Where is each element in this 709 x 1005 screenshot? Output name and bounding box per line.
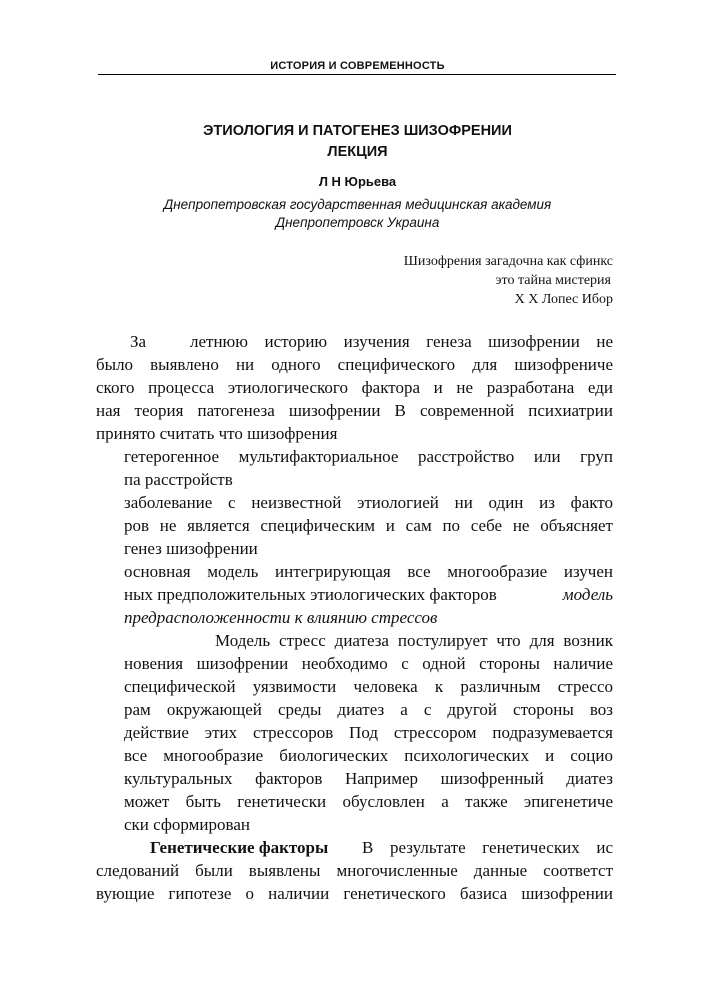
article-subtitle: ЛЕКЦИЯ: [327, 144, 388, 160]
list-item-3-line-1: основная модель интегрирующая все многообразие изучен: [124, 562, 613, 581]
paragraph-2-line-2: новения шизофрении необходимо с одной стороны наличие: [124, 654, 613, 673]
paragraph-2-line-3: специфической уязвимости человека к различным стрессо: [124, 677, 613, 696]
list-item-2-line-3: генез шизофрении: [124, 539, 258, 558]
epigraph-line-1: Шизофрения загадочна как сфинкс: [403, 254, 613, 269]
section-heading-genetic-factors: Генетические факторы: [150, 838, 329, 857]
paragraph-1-line-1-start: За: [130, 332, 147, 351]
paragraph-2-line-8: может быть генетически обусловлен а также эпигенетиче: [124, 792, 613, 811]
header-rule: [98, 74, 616, 75]
list-item-3-line-2: ных предположительных этиологических факторов: [124, 585, 497, 604]
article-title: ЭТИОЛОГИЯ И ПАТОГЕНЕЗ ШИЗОФРЕНИИ: [203, 123, 512, 139]
paragraph-1-line-2: было выявлено ни одного специфического для шизофрениче: [96, 355, 613, 374]
running-header: ИСТОРИЯ И СОВРЕМЕННОСТЬ: [270, 60, 445, 72]
paragraph-3-line-2: следований были выявлены многочисленные данные соответст: [96, 861, 613, 880]
list-item-2-line-1: заболевание с неизвестной этиологией ни один из факто: [124, 493, 613, 512]
author-name: Л Н Юрьева: [318, 174, 397, 189]
paragraph-2-line-7: культуральных факторов Например шизофренный диатез: [124, 769, 613, 788]
paragraph-2-line-4: рам окружающей среды диатез а с другой стороны воз: [124, 700, 613, 719]
paragraph-2-line-6: все многообразие биологических психологических и социо: [124, 746, 613, 765]
list-item-2-line-2: ров не является специфическим и сам по себе не объясняет: [124, 516, 613, 535]
paragraph-1-line-3: ского процесса этиологического фактора и не разработана еди: [96, 378, 613, 397]
paragraph-1-line-1: летнюю историю изучения генеза шизофрении не: [190, 332, 613, 351]
paragraph-2-line-1: Модель стресс диатеза постулирует что для возник: [215, 631, 613, 650]
list-item-3-line-3: предрасположенности к влиянию стрессов: [124, 608, 438, 627]
affiliation-city: Днепропетровск Украина: [275, 215, 440, 230]
list-item-3-line-2-italic: модель: [562, 585, 613, 604]
paragraph-2-line-5: действие этих стрессоров Под стрессором подразумевается: [124, 723, 613, 742]
paragraph-3-line-1: В результате генетических ис: [362, 838, 613, 857]
paragraph-1-line-5: принято считать что шизофрения: [96, 424, 338, 443]
paragraph-1-line-4: ная теория патогенеза шизофрении В современной психиатрии: [96, 401, 613, 420]
list-item-1-line-2: па расстройств: [124, 470, 233, 489]
paragraph-3-line-3: вующие гипотезе о наличии генетического базиса шизофрении: [96, 884, 613, 903]
epigraph-line-2: это тайна мистерия: [495, 273, 611, 288]
paragraph-2-line-9: ски сформирован: [124, 815, 250, 834]
epigraph-author: Х Х Лопес Ибор: [514, 292, 613, 307]
list-item-1-line-1: гетерогенное мультифакториальное расстройство или груп: [124, 447, 613, 466]
affiliation-institution: Днепропетровская государственная медицинская академия: [163, 197, 552, 212]
